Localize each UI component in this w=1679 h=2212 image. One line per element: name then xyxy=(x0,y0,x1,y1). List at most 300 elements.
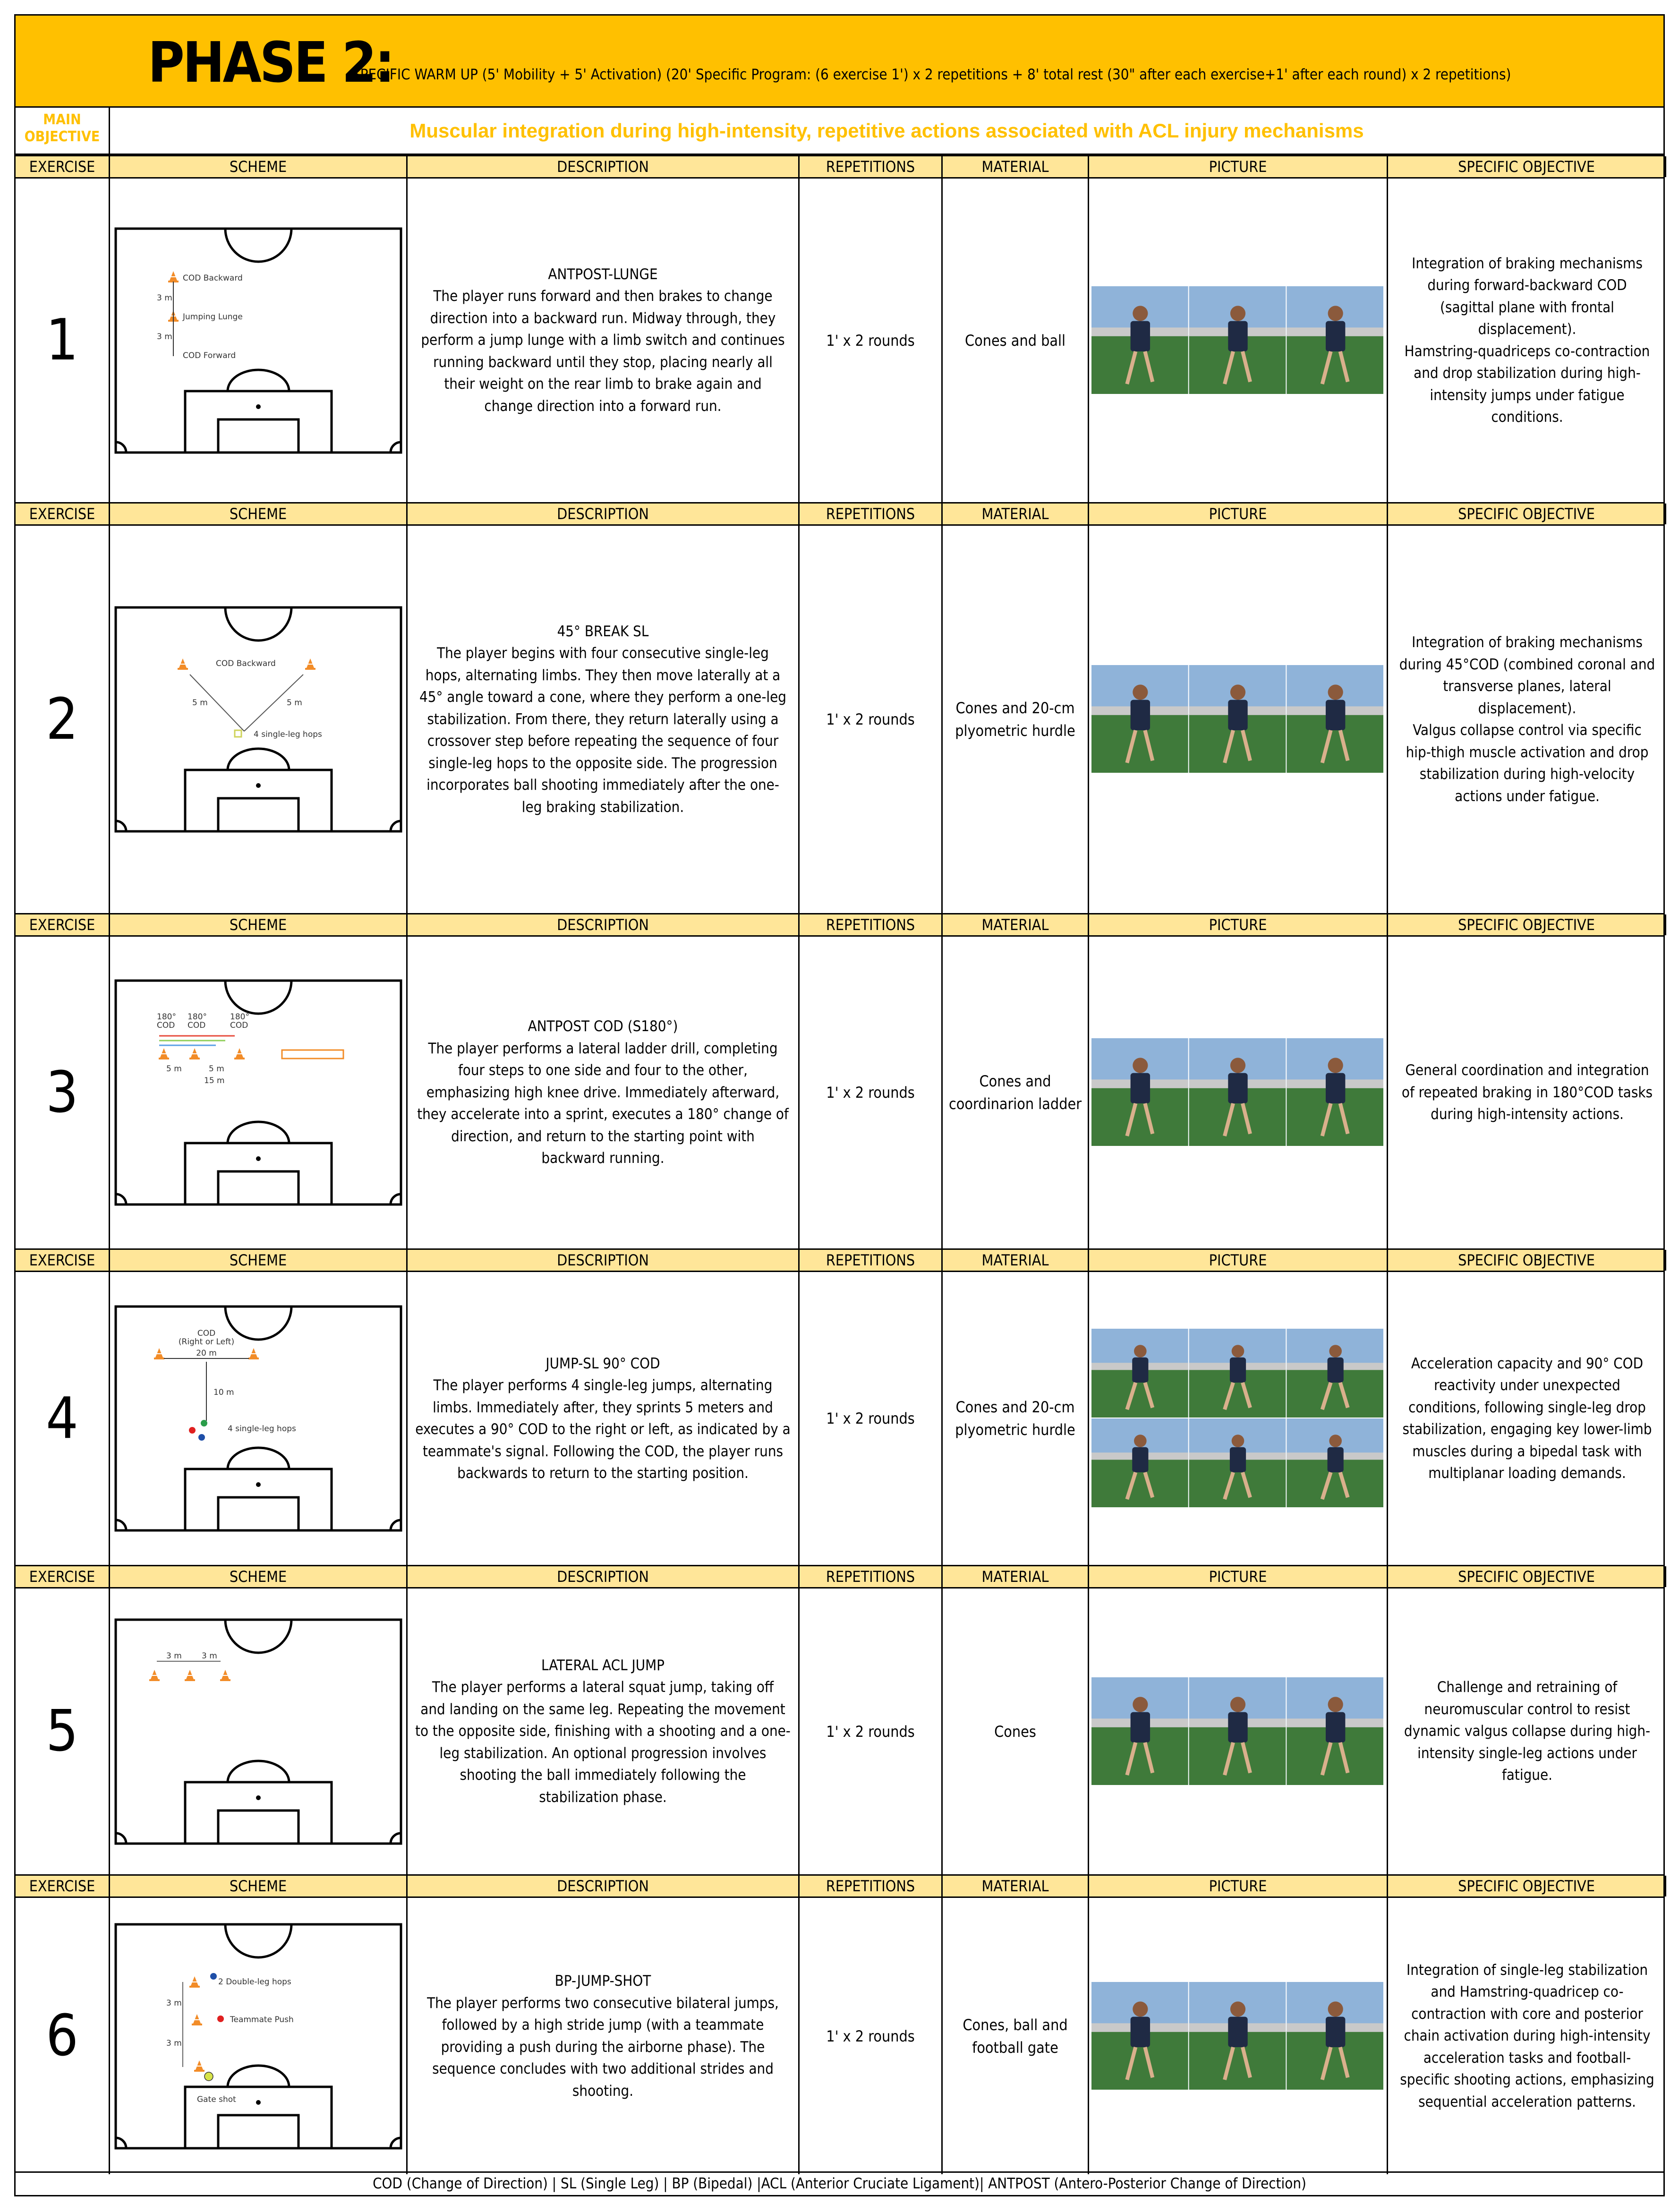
pitch-diagram xyxy=(112,604,405,835)
description-line: The player begins with four consecutive single-leg xyxy=(437,645,769,662)
column-header-repetitions: REPETITIONS xyxy=(800,1876,943,1896)
cone-icon xyxy=(234,1048,245,1059)
objective-line: Hamstring-quadriceps co-contraction xyxy=(1404,342,1650,360)
description-line: direction into a backward run. Midway through, they xyxy=(430,309,776,327)
column-header-description: DESCRIPTION xyxy=(408,1566,800,1587)
exercise-photo xyxy=(1091,286,1384,395)
description-line: providing a push during the airborne phase). The xyxy=(441,2038,765,2056)
column-header-description: DESCRIPTION xyxy=(408,1250,800,1271)
column-header-objective: SPECIFIC OBJECTIVE xyxy=(1388,504,1666,524)
photo-panel xyxy=(1287,1982,1383,2090)
marker-icon xyxy=(198,1434,205,1441)
description-line: direction, and return to the starting point with xyxy=(451,1127,755,1145)
objective-line: Challenge and retraining of xyxy=(1437,1679,1618,1696)
photo-panel xyxy=(1189,286,1286,394)
penalty-spot xyxy=(256,1795,261,1800)
cone-icon xyxy=(149,1670,160,1681)
material-line: Cones and 20-cm xyxy=(955,1398,1075,1416)
scheme-label: 2 Double-leg hops xyxy=(218,1977,291,1987)
column-header-scheme: SCHEME xyxy=(110,1566,408,1587)
description-line: hops, alternating limbs. They then move laterally at a xyxy=(425,666,781,684)
cone-icon xyxy=(220,1670,230,1681)
objective-line: conditions, following single-leg drop xyxy=(1408,1399,1646,1416)
marker-icon xyxy=(217,2016,224,2022)
scheme-label: Gate shot xyxy=(196,2094,236,2104)
description-text xyxy=(419,621,786,819)
objective-line: intensity jumps under fatigue xyxy=(1430,386,1625,404)
penalty-area xyxy=(185,1782,332,1844)
material-text xyxy=(955,697,1075,742)
penalty-arc xyxy=(228,749,289,770)
objective-line: transverse planes, lateral xyxy=(1443,678,1611,695)
cone-icon xyxy=(159,1048,169,1059)
column-header-scheme: SCHEME xyxy=(110,1876,408,1896)
goal-area xyxy=(218,798,298,831)
column-header-scheme: SCHEME xyxy=(110,1250,408,1271)
description-line: The player performs a lateral ladder drill, completing xyxy=(428,1040,778,1057)
objective-line: Integration of single-leg stabilization xyxy=(1406,1961,1648,1979)
objective-line: displacement). xyxy=(1478,321,1577,338)
photo-panel xyxy=(1091,1982,1188,2090)
picture xyxy=(1089,179,1388,502)
objective-line: displacement). xyxy=(1478,700,1577,717)
description-line: change direction into a forward run. xyxy=(484,397,722,415)
penalty-arc xyxy=(228,1122,289,1143)
scheme-label: (Right or Left) xyxy=(178,1337,234,1347)
objective-line: acceleration tasks and football- xyxy=(1423,2049,1631,2067)
penalty-area xyxy=(185,1143,332,1204)
exercise-block xyxy=(16,502,1663,913)
material-line: football gate xyxy=(972,2038,1058,2057)
material-line: Cones and ball xyxy=(964,331,1066,350)
corner-arc xyxy=(391,1194,401,1204)
exercise-number: 6 xyxy=(16,1898,110,2174)
material-line: Cones xyxy=(994,1722,1036,1741)
scheme-label: Jumping Lunge xyxy=(182,312,243,322)
specific-objective xyxy=(1388,1589,1666,1874)
material-text xyxy=(949,1070,1082,1115)
title-bar xyxy=(16,16,1663,108)
objective-line: stabilization during high-velocity xyxy=(1419,766,1635,783)
column-header-row xyxy=(16,913,1663,937)
description-line: teammate's signal. Following the COD, the player runs xyxy=(422,1443,784,1460)
specific-objective xyxy=(1388,179,1666,502)
column-header-repetitions: REPETITIONS xyxy=(800,1250,943,1271)
photo-panel xyxy=(1189,1677,1286,1785)
description-line: backward running. xyxy=(541,1150,665,1167)
objective-line: dynamic valgus collapse during high- xyxy=(1404,1723,1651,1740)
column-header-exercise: EXERCISE xyxy=(16,1566,110,1587)
column-header-material: MATERIAL xyxy=(943,914,1089,935)
material-line: coordinarion ladder xyxy=(948,1095,1082,1113)
description-line: The player performs two consecutive bilateral jumps, xyxy=(427,1994,779,2012)
material xyxy=(943,1272,1089,1565)
exercise-photo xyxy=(1091,1982,1384,2091)
center-circle-arc xyxy=(225,981,291,1014)
penalty-arc xyxy=(228,1448,289,1469)
photo-panel xyxy=(1091,1329,1188,1418)
exercise-title: JUMP-SL 90° COD xyxy=(545,1355,660,1372)
description-line: they accelerate into a sprint, executes a 180° change of xyxy=(417,1106,789,1123)
column-header-exercise: EXERCISE xyxy=(16,1876,110,1896)
material-line: plyometric hurdle xyxy=(955,1421,1075,1439)
photo-panel xyxy=(1287,1329,1383,1418)
penalty-spot xyxy=(256,1482,261,1487)
material xyxy=(943,1898,1089,2174)
description-text xyxy=(415,1655,791,1809)
scheme-diagram xyxy=(110,526,408,913)
description-line: their weight on the rear limb to brake again and xyxy=(444,376,762,393)
material-line: Cones and xyxy=(979,1072,1051,1090)
material-line: Cones, ball and xyxy=(963,2016,1068,2034)
scheme-diagram xyxy=(110,937,408,1248)
description-line: followed by a high stride jump (with a teammate xyxy=(442,2016,764,2033)
picture xyxy=(1089,526,1388,913)
column-header-material: MATERIAL xyxy=(943,504,1089,524)
material-text xyxy=(963,2014,1067,2059)
ladder-icon xyxy=(282,1050,343,1059)
column-header-picture: PICTURE xyxy=(1089,504,1388,524)
scheme-label: Teammate Push xyxy=(230,2015,294,2024)
column-header-row xyxy=(16,1565,1663,1589)
distance-label: 3 m xyxy=(156,332,172,342)
column-header-picture: PICTURE xyxy=(1089,156,1388,177)
scheme-label: COD Backward xyxy=(182,273,243,283)
distance-label: 3 m xyxy=(201,1651,217,1661)
goal-area xyxy=(218,419,298,453)
cone-icon xyxy=(189,1048,200,1059)
center-circle-arc xyxy=(225,1307,291,1340)
description xyxy=(408,1589,800,1874)
cone-icon xyxy=(185,1670,195,1681)
description-line: shooting the ball immediately following the xyxy=(460,1767,746,1784)
description-line: incorporates ball shooting immediately after the one- xyxy=(426,777,779,794)
description-line: shooting. xyxy=(572,2082,634,2100)
exercise-photo xyxy=(1091,665,1384,774)
column-header-exercise: EXERCISE xyxy=(16,1250,110,1271)
photo-panel xyxy=(1189,1418,1286,1507)
pitch-diagram xyxy=(112,977,405,1208)
corner-arc xyxy=(391,821,401,831)
penalty-area xyxy=(185,1469,332,1530)
exercise-title: ANTPOST COD (S180°) xyxy=(528,1018,678,1035)
repetitions: 1' x 2 rounds xyxy=(800,1589,943,1874)
picture xyxy=(1089,1589,1388,1874)
exercise-photo xyxy=(1091,1329,1384,1508)
repetitions: 1' x 2 rounds xyxy=(800,1272,943,1565)
specific-objective xyxy=(1388,937,1666,1248)
scheme-diagram xyxy=(110,1589,408,1874)
column-header-scheme: SCHEME xyxy=(110,504,408,524)
distance-label: 3 m xyxy=(166,2038,182,2048)
objective-line: stabilization, engaging key lower-limb xyxy=(1402,1421,1652,1438)
pitch-diagram xyxy=(112,1921,405,2152)
column-header-row xyxy=(16,1248,1663,1272)
marker-icon xyxy=(189,1427,196,1434)
column-header-repetitions: REPETITIONS xyxy=(800,504,943,524)
objective-line: and Hamstring-quadricep co- xyxy=(1431,1983,1624,2001)
exercise-title: 45° BREAK SL xyxy=(557,623,649,640)
pitch-diagram xyxy=(112,1303,405,1534)
scheme-label: COD xyxy=(187,1021,205,1030)
distance-label: 5 m xyxy=(166,1064,182,1074)
repetitions: 1' x 2 rounds xyxy=(800,179,943,502)
penalty-spot xyxy=(256,1156,261,1161)
description-line: The player performs 4 single-leg jumps, alternating xyxy=(433,1377,773,1394)
column-header-scheme: SCHEME xyxy=(110,156,408,177)
distance-label: 3 m xyxy=(166,1998,182,2008)
corner-arc xyxy=(116,2138,126,2148)
cone-icon xyxy=(305,658,315,670)
description-line: limbs. Immediately after, they sprints 5 meters and xyxy=(433,1399,773,1416)
description-line: leg stabilization. An optional progression involves xyxy=(439,1744,767,1762)
objective-line: muscles during a bipedal task with xyxy=(1412,1443,1642,1460)
column-header-description: DESCRIPTION xyxy=(408,914,800,935)
material-line: plyometric hurdle xyxy=(955,722,1075,740)
description-line: sequence concludes with two additional strides and xyxy=(432,2060,774,2077)
column-header-description: DESCRIPTION xyxy=(408,1876,800,1896)
column-header-objective: SPECIFIC OBJECTIVE xyxy=(1388,1566,1666,1587)
description-line: The player performs a lateral squat jump, taking off xyxy=(432,1679,774,1696)
description-line: The player runs forward and then brakes to change xyxy=(433,288,773,305)
column-header-row xyxy=(16,155,1663,179)
description xyxy=(408,179,800,502)
scheme-label: COD xyxy=(230,1021,248,1030)
objective-line: of repeated braking in 180°COD tasks xyxy=(1401,1084,1653,1101)
description-line: four steps to one side and four to the other, xyxy=(458,1062,748,1079)
pitch-diagram xyxy=(112,1616,405,1847)
center-circle-arc xyxy=(225,1924,291,1957)
exercise-number: 5 xyxy=(16,1589,110,1874)
objective-line: multiplanar loading demands. xyxy=(1428,1465,1626,1482)
penalty-spot xyxy=(256,404,261,409)
cone-icon xyxy=(168,271,179,282)
description-line: stabilization. From there, they return laterally using a xyxy=(427,710,779,728)
corner-arc xyxy=(391,1833,401,1844)
distance-label: 5 m xyxy=(192,698,208,708)
exercise-title: LATERAL ACL JUMP xyxy=(541,1657,665,1674)
phase-subtitle: SPECIFIC WARM UP (5' Mobility + 5' Activation) (20' Specific Program: (6 exercise 1') x 2 repetitions + 8' total rest (30" after each exercise+1' after each round) x 2 repetitions) xyxy=(352,66,1511,83)
objective-text xyxy=(1405,253,1650,428)
protocol-sheet xyxy=(14,14,1665,2196)
photo-panel xyxy=(1189,1038,1286,1146)
photo-panel xyxy=(1287,1418,1383,1507)
photo-panel xyxy=(1091,665,1188,773)
description-line: executes a 90° COD to the right or left, as indicated by a xyxy=(415,1421,791,1438)
corner-arc xyxy=(116,1833,126,1844)
scheme-diagram xyxy=(110,179,408,502)
objective-text xyxy=(1400,1959,1654,2113)
goal-area xyxy=(218,1811,298,1844)
penalty-area xyxy=(185,391,332,453)
main-objective-row xyxy=(16,108,1663,155)
center-circle-arc xyxy=(225,1620,291,1653)
column-header-objective: SPECIFIC OBJECTIVE xyxy=(1388,914,1666,935)
picture xyxy=(1089,1272,1388,1565)
description-text xyxy=(417,1016,789,1170)
penalty-arc xyxy=(228,1761,289,1782)
scheme-diagram xyxy=(110,1898,408,2174)
specific-objective xyxy=(1388,526,1666,913)
exercise-title: ANTPOST-LUNGE xyxy=(548,265,658,283)
penalty-area xyxy=(185,770,332,831)
marker-icon xyxy=(210,1973,217,1980)
objective-line: specific shooting actions, emphasizing xyxy=(1400,2071,1654,2089)
description xyxy=(408,937,800,1248)
description-line: leg braking stabilization. xyxy=(521,798,684,816)
objective-text xyxy=(1402,1059,1653,1126)
description-line: single-leg hops to the opposite side. The progression xyxy=(428,754,777,772)
picture xyxy=(1089,1898,1388,2174)
photo-panel xyxy=(1287,286,1383,394)
material xyxy=(943,937,1089,1248)
scheme-label: 180° xyxy=(187,1012,207,1022)
description-line: to the opposite side, finishing with a shooting and a one- xyxy=(415,1723,791,1740)
column-header-objective: SPECIFIC OBJECTIVE xyxy=(1388,1250,1666,1271)
description-text xyxy=(421,264,784,418)
column-header-description: DESCRIPTION xyxy=(408,156,800,177)
objective-line: chain activation during high-intensity xyxy=(1404,2027,1651,2045)
description-text xyxy=(415,1353,790,1485)
description-line: and landing on the same leg. Repeating the movement xyxy=(420,1700,785,1718)
scheme-label: 4 single-leg hops xyxy=(253,730,322,739)
corner-arc xyxy=(391,1520,401,1530)
column-header-picture: PICTURE xyxy=(1089,1250,1388,1271)
cone-icon xyxy=(154,1348,164,1359)
objective-line: reactivity under unexpected xyxy=(1434,1377,1620,1394)
column-header-material: MATERIAL xyxy=(943,1876,1089,1896)
corner-arc xyxy=(391,442,401,453)
distance-label: 5 m xyxy=(286,698,302,708)
objective-line: conditions. xyxy=(1491,409,1563,426)
penalty-arc xyxy=(228,370,289,391)
penalty-spot xyxy=(256,783,261,788)
objective-line: Integration of braking mechanisms xyxy=(1412,634,1643,651)
description-line: emphasizing high knee drive. Immediately afterward, xyxy=(426,1084,780,1101)
objective-line: sequential acceleration patterns. xyxy=(1418,2093,1636,2110)
photo-panel xyxy=(1287,1038,1383,1146)
material xyxy=(943,1589,1089,1874)
scheme-diagram xyxy=(110,1272,408,1565)
column-header-objective: SPECIFIC OBJECTIVE xyxy=(1388,156,1666,177)
objective-line: during forward-backward COD xyxy=(1427,277,1627,294)
exercise-number: 3 xyxy=(16,937,110,1248)
column-header-objective: SPECIFIC OBJECTIVE xyxy=(1388,1876,1666,1896)
exercise-block xyxy=(16,1874,1663,2174)
description-line: running backward until they stop, placing nearly all xyxy=(433,353,773,371)
penalty-arc xyxy=(228,2066,289,2087)
exercise-photo xyxy=(1091,1677,1384,1786)
column-header-material: MATERIAL xyxy=(943,1250,1089,1271)
scheme-label: 180° xyxy=(156,1012,176,1022)
column-header-material: MATERIAL xyxy=(943,156,1089,177)
ball-icon xyxy=(205,2072,213,2081)
repetitions: 1' x 2 rounds xyxy=(800,526,943,913)
objective-line: neuromuscular control to resist xyxy=(1424,1700,1630,1718)
main-objective-label: MAIN OBJECTIVE xyxy=(16,108,110,154)
hurdle-icon xyxy=(235,730,241,737)
photo-panel xyxy=(1091,286,1188,394)
material xyxy=(943,526,1089,913)
abbreviations-footer: COD (Change of Direction) | SL (Single Leg) | BP (Bipedal) |ACL (Anterior Cruciate Ligament)| ANTPOST (Antero-Posterior Change of Direction) xyxy=(16,2171,1663,2195)
penalty-spot xyxy=(256,2100,261,2105)
objective-line: General coordination and integration xyxy=(1405,1062,1649,1079)
phase-title: PHASE 2: xyxy=(148,30,393,95)
specific-objective xyxy=(1388,1898,1666,2174)
column-header-repetitions: REPETITIONS xyxy=(800,914,943,935)
repetitions: 1' x 2 rounds xyxy=(800,1898,943,2174)
cone-icon xyxy=(248,1348,259,1359)
column-header-exercise: EXERCISE xyxy=(16,914,110,935)
objective-line: Integration of braking mechanisms xyxy=(1412,255,1643,272)
exercise-block xyxy=(16,1565,1663,1874)
scheme-label: 4 single-leg hops xyxy=(227,1424,296,1434)
objective-line: contraction with core and posterior xyxy=(1411,2005,1643,2023)
repetitions: 1' x 2 rounds xyxy=(800,937,943,1248)
exercise-block xyxy=(16,155,1663,502)
photo-panel xyxy=(1189,1982,1286,2090)
scheme-label: COD xyxy=(156,1021,175,1030)
description-line: perform a jump lunge with a limb switch and continues xyxy=(421,332,785,349)
column-header-picture: PICTURE xyxy=(1089,914,1388,935)
objective-line: actions under fatigue. xyxy=(1455,787,1600,805)
description xyxy=(408,1898,800,2174)
cone-icon xyxy=(189,1976,200,1988)
pitch-diagram xyxy=(112,225,405,456)
objective-text xyxy=(1404,1676,1650,1786)
goal-area xyxy=(218,2115,298,2148)
corner-arc xyxy=(116,442,126,453)
exercise-number: 2 xyxy=(16,526,110,913)
photo-panel xyxy=(1091,1677,1188,1785)
exercise-block xyxy=(16,1248,1663,1565)
photo-panel xyxy=(1091,1418,1188,1507)
objective-line: during high-intensity actions. xyxy=(1431,1106,1624,1123)
scheme-label: 180° xyxy=(230,1012,249,1022)
exercise-block xyxy=(16,913,1663,1248)
scheme-label: COD Forward xyxy=(182,350,236,360)
corner-arc xyxy=(116,1194,126,1204)
column-header-exercise: EXERCISE xyxy=(16,156,110,177)
column-header-repetitions: REPETITIONS xyxy=(800,1566,943,1587)
column-header-picture: PICTURE xyxy=(1089,1876,1388,1896)
description-line: crossover step before repeating the sequence of four xyxy=(427,733,779,750)
description-line: backwards to return to the starting position. xyxy=(457,1465,749,1482)
center-circle-arc xyxy=(225,607,291,641)
photo-panel xyxy=(1189,665,1286,773)
distance-label: 3 m xyxy=(156,293,172,303)
column-header-row xyxy=(16,1874,1663,1898)
objective-line: during 45°COD (combined coronal and xyxy=(1399,656,1655,673)
goal-area xyxy=(218,1171,298,1204)
photo-panel xyxy=(1189,1329,1286,1418)
distance-label: 3 m xyxy=(166,1651,182,1661)
cone-icon xyxy=(192,2014,202,2025)
material-text xyxy=(965,329,1065,352)
marker-icon xyxy=(201,1420,207,1426)
column-header-exercise: EXERCISE xyxy=(16,504,110,524)
column-header-picture: PICTURE xyxy=(1089,1566,1388,1587)
specific-objective xyxy=(1388,1272,1666,1565)
exercise-photo xyxy=(1091,1038,1384,1147)
corner-arc xyxy=(116,1520,126,1530)
column-header-description: DESCRIPTION xyxy=(408,504,800,524)
material-line: Cones and 20-cm xyxy=(955,699,1075,717)
scheme-label: COD xyxy=(197,1329,215,1338)
photo-panel xyxy=(1091,1038,1188,1146)
material-text xyxy=(994,1720,1036,1743)
objective-line: and drop stabilization during high- xyxy=(1414,365,1641,382)
